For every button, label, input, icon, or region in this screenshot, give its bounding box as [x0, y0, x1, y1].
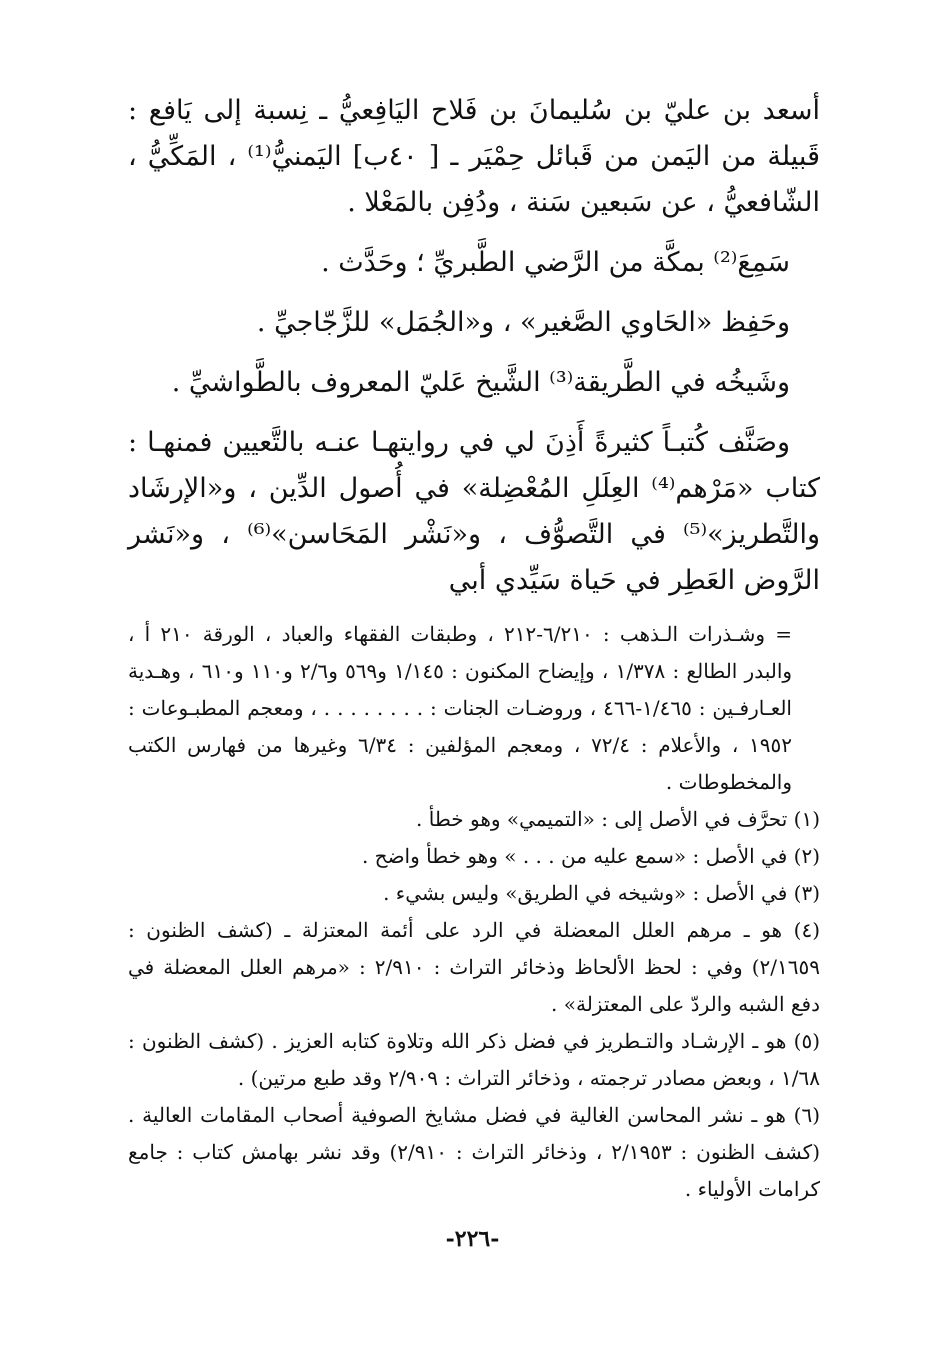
main-text: [128, 88, 820, 604]
page-number: -٢٢٦-: [445, 1226, 500, 1252]
footnotes: [128, 616, 820, 1208]
footnote-3: (٣) في الأصل : «وشيخه في الطريق» وليس بشيء .: [383, 881, 820, 905]
biography-paragraph-5: وصَنَّف كُتبـاً كثيرةً أَذِنَ لي في روايتهـا عنـه بالتَّعيين فمنهـا : كتاب «مَرْهم⁽⁴⁾ العِلَلِ المُعْضِلة» في أُصول الدِّين ، و«الإرشَاد والتَّطريز»⁽⁵⁾ في التَّصوُّف ، و«نَشْر المَحَاسن»⁽⁶⁾ ، و«نَشر الرَّوض العَطِر في حَياة سَيِّدي أبي: [128, 427, 821, 596]
footnote-5: (٥) هو ـ الإرشـاد والتـطريز في فضل ذكر الله وتلاوة كتابه العزيز . (كشف الظنون : ١/٦٨ ، وبعض مصادر ترجمته ، وذخائر التراث : ٢/٩٠٩ وقد طبع مرتين) .: [128, 1029, 820, 1090]
page-content: [128, 88, 820, 1278]
footnote-6: (٦) هو ـ نشر المحاسن الغالية في فضل مشايخ الصوفية أصحاب المقامات العالية . (كشف الظنون : ٢/١٩٥٣ ، وذخائر التراث : ٢/٩١٠) وقد نشر بهامش كتاب : جامع كرامات الأولياء .: [128, 1103, 820, 1201]
biography-paragraph-1: أسعد بن عليّ بن سُليمانَ بن فَلاح اليَافِعيُّ ـ نِسبة إلى يَافع : قَبيلة من اليَمن من قَبائل حِمْيَر ـ [ ٤٠ب] اليَمنيُّ⁽¹⁾ ، المَكِّيُّ ، الشّافعيُّ ، عن سَبعين سَنة ، ودُفِن بالمَعْلا .: [128, 95, 820, 218]
biography-paragraph-4: وشَيخُه في الطَّريقة⁽³⁾ الشَّيخ عَليّ المعروف بالطَّواشيِّ .: [171, 367, 790, 398]
footnote-2: (٢) في الأصل : «سمع عليه من . . . » وهو خطأ واضح .: [361, 844, 820, 868]
footnote-1: (١) تحرَّف في الأصل إلى : «التميمي» وهو خطأ .: [416, 807, 820, 831]
biography-paragraph-3: وحَفِظ «الحَاوي الصَّغير» ، و«الجُمَل» للزَّجّاجيِّ .: [256, 307, 790, 338]
biography-paragraph-2: سَمِعَ⁽²⁾ بمكَّة من الرَّضي الطَّبريِّ ؛ وحَدَّث .: [321, 247, 790, 278]
footnote-4: (٤) هو ـ مرهم العلل المعضلة في الرد على أئمة المعتزلة ـ (كشف الظنون : ٢/١٦٥٩) وفي : لحظ الألحاظ وذخائر التراث : ٢/٩١٠ : «مرهم العلل المعضلة في دفع الشبه والردّ على المعتزلة» .: [128, 918, 821, 1016]
footnote-continued: = وشـذرات الـذهب : ٦/٢١٠-٢١٢ ، وطبقات الفقهاء والعباد ، الورقة ٢١٠ أ ، والبدر الطالع : ١/٣٧٨ ، وإيضاح المكنون : ١/١٤٥ و٥٦٩ و٢/٦ و١١٠ و٦١٠ ، وهـدية العـارفـين : ١/٤٦٥-٤٦٦ ، وروضـات الجنات : . . . . . . . . ، ومعجم المطبـوعات : ١٩٥٢ ، والأعلام : ٧٢/٤ ، ومعجم المؤلفين : ٦/٣٤ وغيرها من فهارس الكتب والمخطوطات .: [128, 622, 793, 794]
